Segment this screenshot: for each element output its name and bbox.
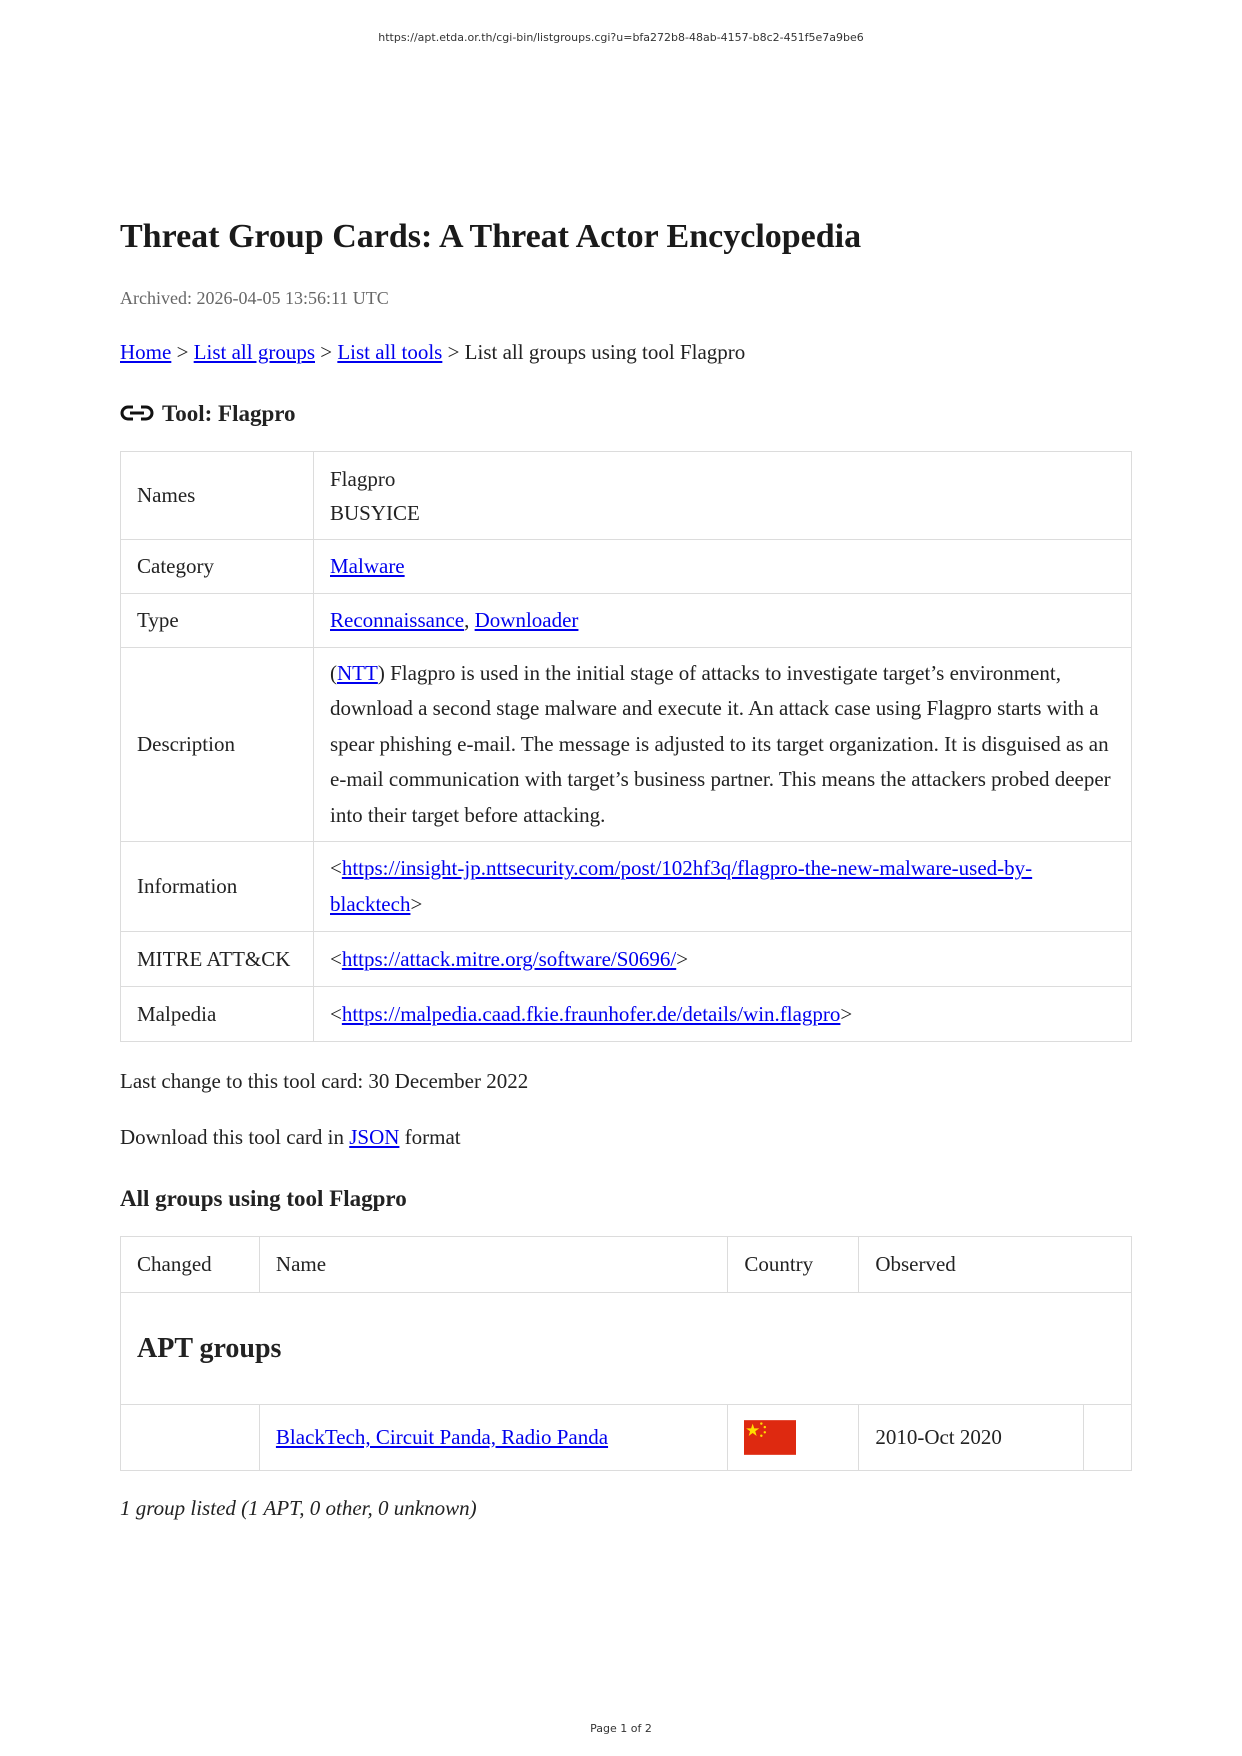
json-download-link[interactable]: JSON [349,1125,400,1149]
tool-card-table [120,451,1132,1042]
download-text-after: format [399,1125,461,1149]
lt: < [330,856,342,880]
description-label: Description [121,648,314,842]
table-row [121,1405,1132,1471]
type-value [314,594,1132,648]
type-link-reconnaissance[interactable]: Reconnaissance [330,608,465,632]
lt: < [330,1001,342,1026]
tool-row-names [121,452,1132,540]
gt: > [676,946,689,971]
type-separator: , [464,608,475,632]
information-label: Information [121,842,314,932]
row-extra [1084,1405,1132,1471]
groups-header-row [121,1237,1132,1293]
malpedia-link[interactable]: https://malpedia.caad.fkie.fraunhofer.de/details/win.flagpro [341,1001,841,1026]
gt: > [410,891,423,916]
apt-section-row [121,1293,1132,1405]
malpedia-label: Malpedia [121,987,314,1042]
description-value [314,648,1132,842]
link-icon [120,404,154,424]
tool-row-information [121,842,1132,932]
tool-row-malpedia [121,987,1132,1042]
header-country: Country [728,1237,859,1293]
breadcrumb-current: > List all groups using tool Flagpro [442,340,746,364]
name-item: BUSYICE [330,500,420,525]
main-content [120,215,1132,1521]
gt: > [840,1001,853,1026]
group-link[interactable]: BlackTech, Circuit Panda, Radio Panda [275,1425,609,1449]
names-value [314,452,1132,540]
header-changed: Changed [121,1237,260,1293]
page-title: Threat Group Cards: A Threat Actor Encyclopedia [120,218,862,255]
malpedia-value [314,987,1132,1042]
mitre-label: MITRE ATT&CK [121,932,314,987]
mitre-link[interactable]: https://attack.mitre.org/software/S0696/ [341,946,677,971]
tool-row-type [121,594,1132,648]
description-text: ) Flagpro is used in the initial stage of attacks to investigate target’s environment, download a second stage malware and execute it. An attack case using Flagpro starts with a spear phishing e-mail. The message is adjusted to its target organization. It is disguised as an e-mail communication with target’s business partner. This means the attackers probed deeper into their target before attacking. [330,660,1111,827]
download-text: Download this tool card in [120,1125,350,1149]
information-link[interactable]: https://insight-jp.nttsecurity.com/post/102hf3q/flagpro-the-new-malware-used-by-blacktech [330,856,1033,916]
header-name: Name [259,1237,727,1293]
groups-summary: 1 group listed (1 APT, 0 other, 0 unknown) [120,1496,477,1520]
names-label: Names [121,452,314,540]
tool-heading-text: Tool: Flagpro [162,401,296,426]
tool-heading [120,399,1132,429]
type-label: Type [121,594,314,648]
breadcrumb-separator: > [171,340,194,364]
mitre-value [314,932,1132,987]
china-flag-icon [744,1420,796,1455]
breadcrumb-list-groups-link[interactable]: List all groups [193,340,315,364]
tool-row-mitre [121,932,1132,987]
category-label: Category [121,540,314,594]
download-line [120,1124,1132,1150]
last-change: Last change to this tool card: 30 December 2022 [120,1069,529,1093]
row-observed: 2010-Oct 2020 [859,1405,1084,1471]
tool-row-description [121,648,1132,842]
tool-row-category [121,540,1132,594]
breadcrumb-separator: > [315,340,338,364]
description-paren: ( [330,660,337,685]
groups-table [120,1236,1132,1471]
header-observed: Observed [859,1237,1132,1293]
groups-section-title: All groups using tool Flagpro [120,1186,407,1211]
type-link-downloader[interactable]: Downloader [474,608,579,632]
breadcrumb-list-tools-link[interactable]: List all tools [337,340,443,364]
lt: < [330,946,342,971]
row-name [259,1405,727,1471]
category-link[interactable]: Malware [330,554,405,578]
apt-groups-heading: APT groups [121,1293,1132,1405]
breadcrumb [120,339,1132,365]
row-changed [121,1405,260,1471]
breadcrumb-home-link[interactable]: Home [120,340,172,364]
page-number-footer: Page 1 of 2 [590,1722,652,1735]
information-value [314,842,1132,932]
row-country [728,1405,859,1471]
category-value [314,540,1132,594]
print-url-header: https://apt.etda.or.th/cgi-bin/listgroups.cgi?u=bfa272b8-48ab-4157-b8c2-451f5e7a9be6 [378,31,864,44]
archived-timestamp: Archived: 2026-04-05 13:56:11 UTC [120,288,389,308]
name-item: Flagpro [330,466,396,491]
description-source-link[interactable]: NTT [337,660,378,685]
